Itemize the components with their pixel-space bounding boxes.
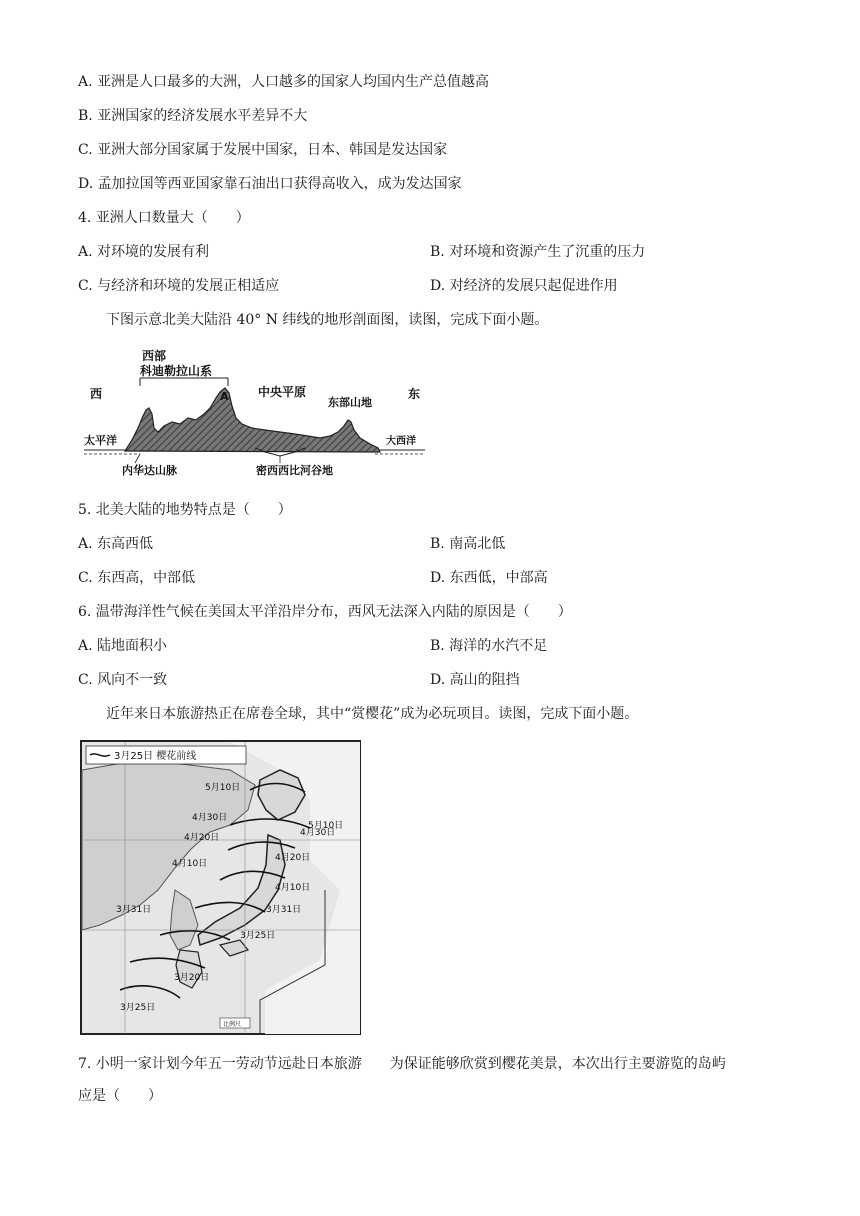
q3-option-b: B. 亚洲国家的经济发展水平差异不大 — [78, 108, 308, 124]
sierra-nevada-label: 内华达山脉 — [122, 464, 177, 477]
q5-stem: 5. 北美大陆的地势特点是（ ） — [78, 502, 292, 518]
west-region-label: 西部 — [142, 349, 167, 363]
peak-a-label: A — [220, 390, 229, 403]
q4-option-c: C. 与经济和环境的发展正相适应 — [78, 278, 280, 294]
q7-stem-line1: 7. 小明一家计划今年五一劳动节远赴日本旅游 为保证能够欣赏到樱花美景，本次出行主要游览的岛屿 — [78, 1056, 726, 1072]
scale-label: 比例尺 — [223, 1021, 242, 1028]
date-label: 5月10日 — [205, 783, 241, 793]
q6-stem: 6. 温带海洋性气候在美国太平洋沿岸分布，西风无法深入内陆的原因是（ ） — [78, 604, 572, 620]
date-label: 4月30日 — [192, 813, 228, 823]
central-plain-label: 中央平原 — [258, 385, 307, 399]
cordillera-label: 科迪勒拉山系 — [140, 364, 213, 378]
terrain-profile-figure — [80, 348, 430, 483]
q4-option-d: D. 对经济的发展只起促进作用 — [430, 278, 618, 294]
west-direction-label: 西 — [90, 387, 103, 401]
sakura-front-map — [80, 740, 362, 1036]
date-label: 4月20日 — [184, 833, 220, 843]
q5-option-c: C. 东西高，中部低 — [78, 570, 196, 586]
date-label: 3月25日 — [120, 1003, 156, 1013]
q3-option-c: C. 亚洲大部分国家属于发展中国家，日本、韩国是发达国家 — [78, 142, 448, 158]
q6-option-d: D. 高山的阻挡 — [430, 672, 520, 688]
map-intro: 近年来日本旅游热正在席卷全球，其中“赏樱花”成为必玩项目。读图，完成下面小题。 — [106, 706, 639, 722]
q5-option-d: D. 东西低，中部高 — [430, 570, 548, 586]
date-label: 5月10日 — [308, 821, 344, 831]
date-label: 4月10日 — [172, 859, 208, 869]
q5-option-b: B. 南高北低 — [430, 536, 506, 552]
atlantic-label: 大西洋 — [386, 436, 416, 447]
q6-option-b: B. 海洋的水汽不足 — [430, 638, 548, 654]
eastern-highland-label: 东部山地 — [328, 396, 372, 409]
q3-option-d: D. 孟加拉国等西亚国家靠石油出口获得高收入，成为发达国家 — [78, 176, 462, 192]
q4-stem: 4. 亚洲人口数量大（ ） — [78, 210, 250, 226]
date-label: 3月31日 — [116, 905, 152, 915]
mississippi-label: 密西西比河谷地 — [256, 464, 333, 477]
profile-intro: 下图示意北美大陆沿 40° N 纬线的地形剖面图，读图，完成下面小题。 — [106, 312, 549, 328]
legend-text: 3月25日 樱花前线 — [114, 751, 197, 762]
q3-option-a: A. 亚洲是人口最多的大洲，人口越多的国家人均国内生产总值越高 — [78, 74, 490, 90]
date-label: 4月20日 — [275, 853, 311, 863]
pacific-label: 太平洋 — [84, 434, 117, 447]
date-label: 3月20日 — [174, 973, 210, 983]
q4-option-b: B. 对环境和资源产生了沉重的压力 — [430, 244, 646, 260]
east-direction-label: 东 — [408, 387, 421, 401]
q4-option-a: A. 对环境的发展有利 — [78, 244, 210, 260]
q5-option-a: A. 东高西低 — [78, 536, 154, 552]
q7-stem-line2: 应是（ ） — [78, 1088, 162, 1104]
q6-option-a: A. 陆地面积小 — [78, 638, 168, 654]
q6-option-c: C. 风向不一致 — [78, 672, 168, 688]
date-label: 3月25日 — [240, 931, 276, 941]
date-label: 4月30日 — [300, 828, 336, 838]
date-label: 4月10日 — [275, 883, 311, 893]
date-label: 3月31日 — [266, 905, 302, 915]
